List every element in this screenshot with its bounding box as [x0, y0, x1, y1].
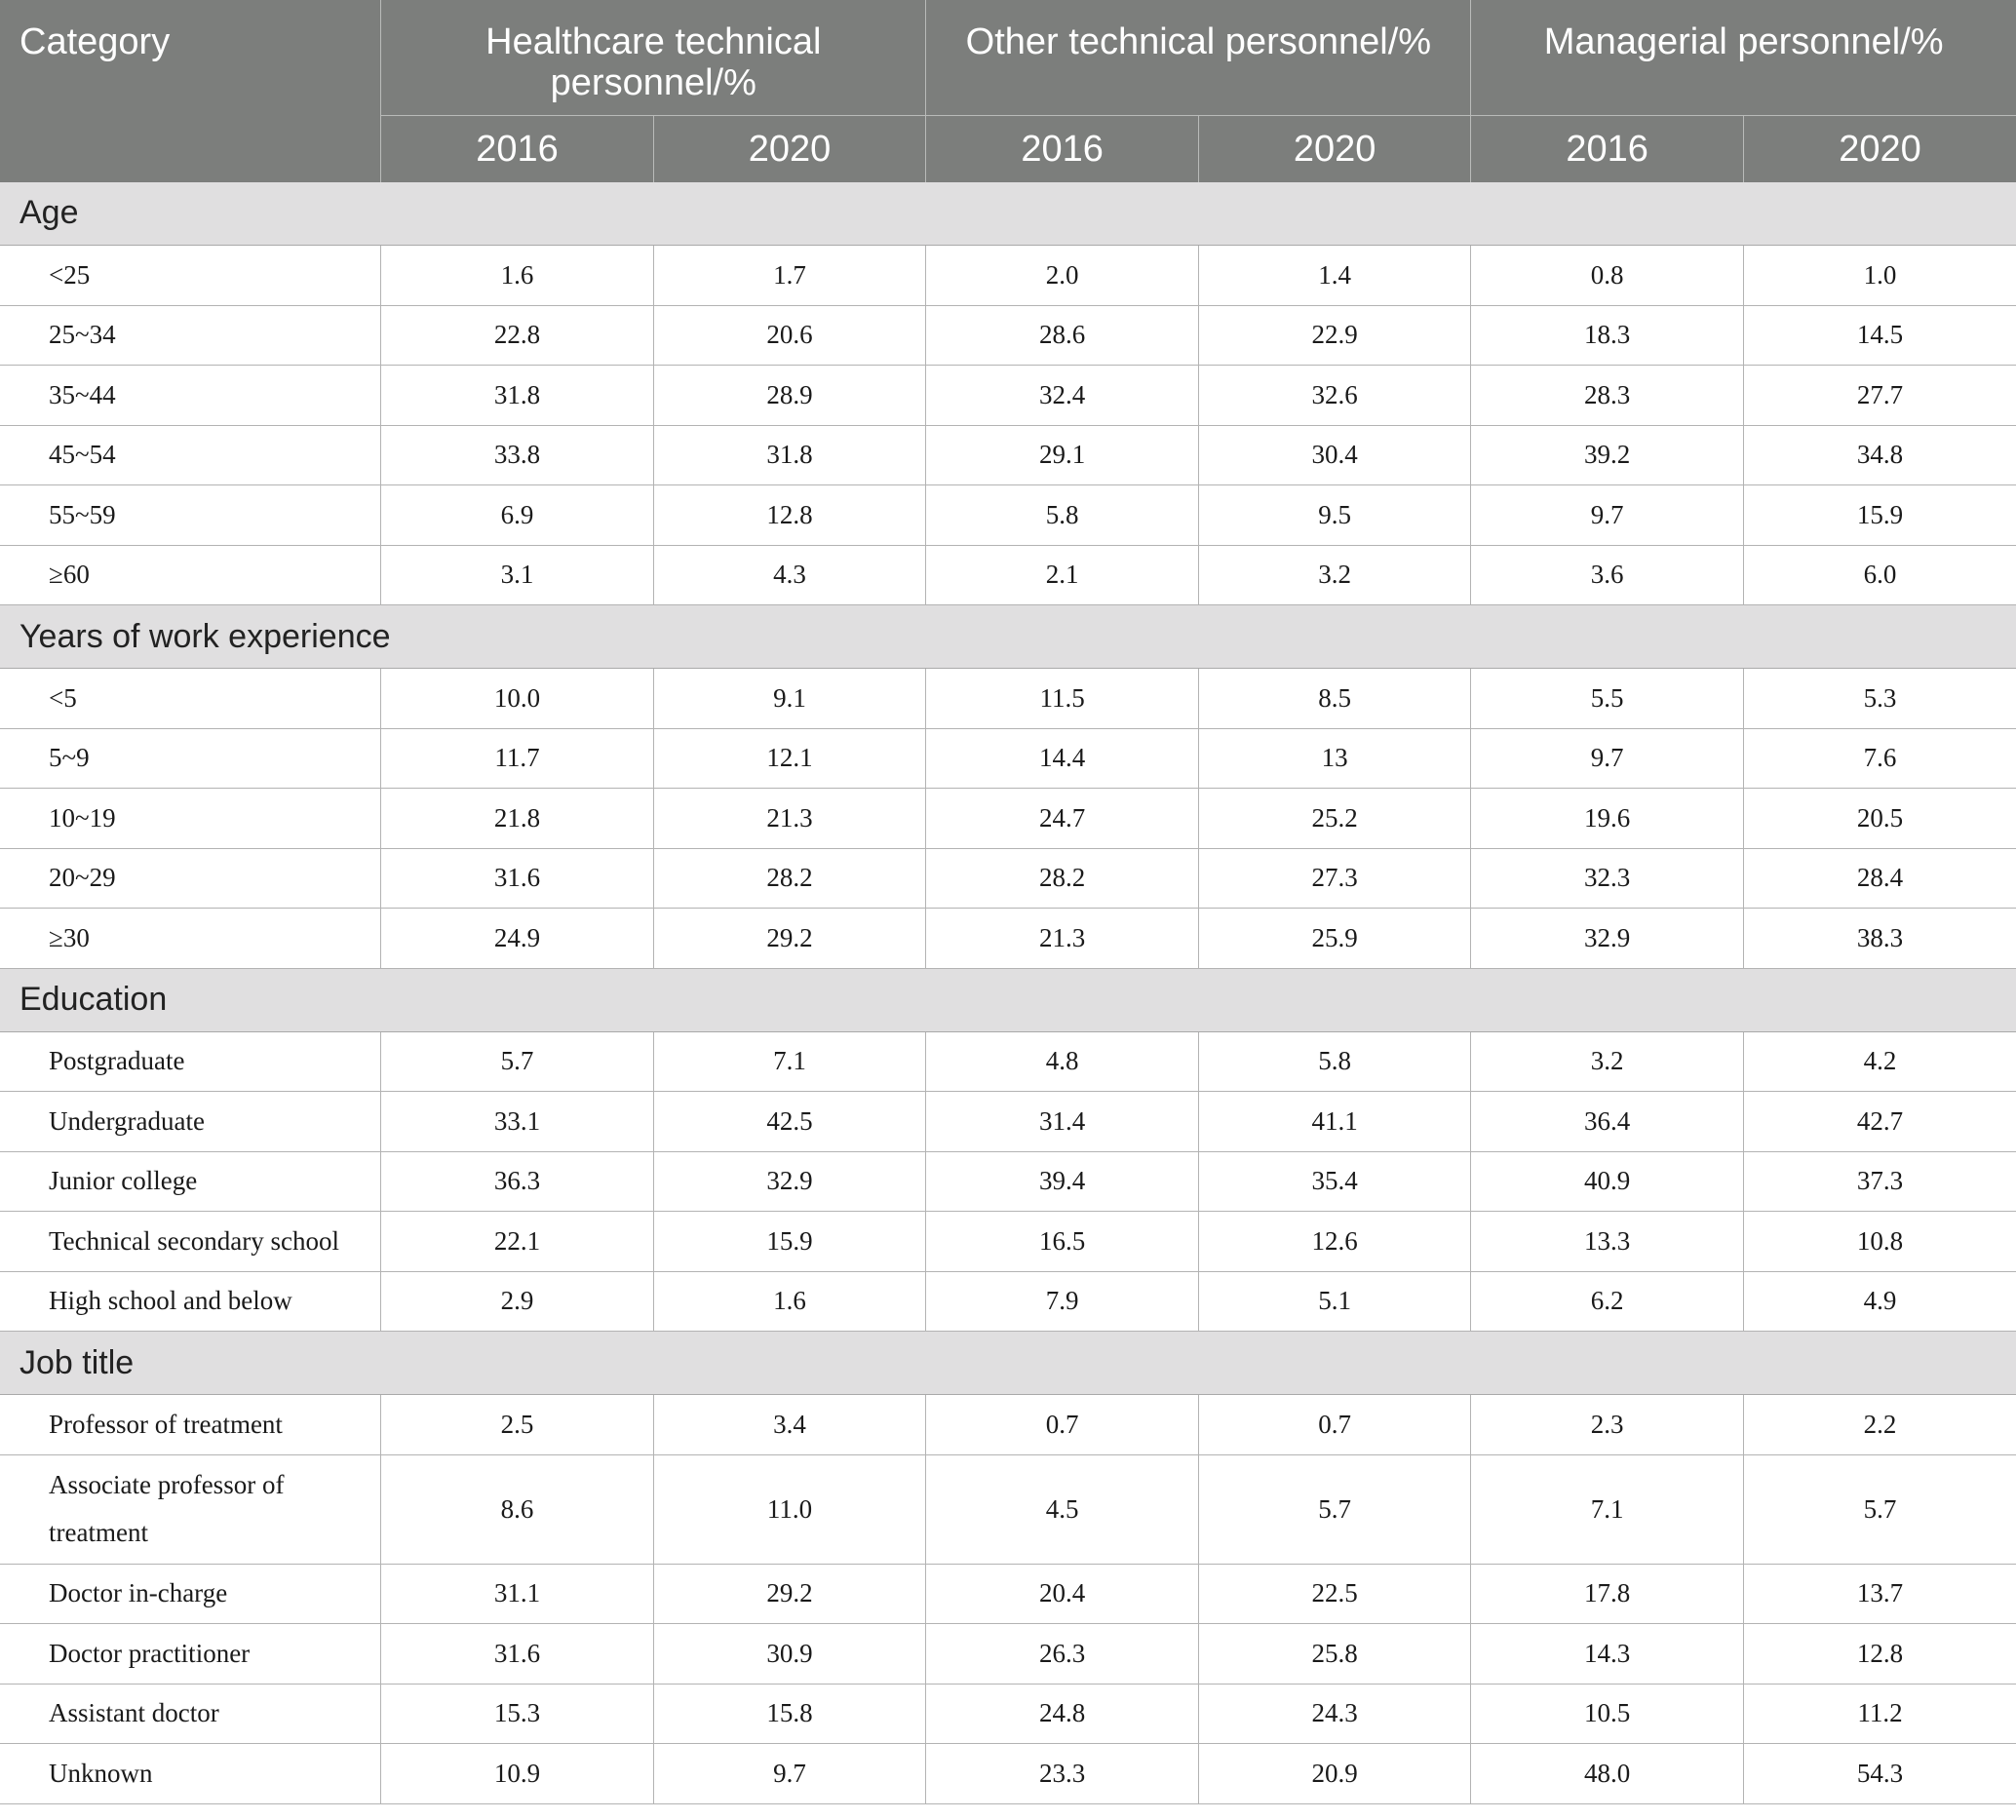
year-header: 2020 — [1743, 115, 2016, 182]
value-cell: 22.9 — [1198, 305, 1471, 366]
value-cell: 1.0 — [1743, 246, 2016, 306]
value-cell: 32.9 — [1471, 909, 1744, 969]
value-cell: 32.3 — [1471, 848, 1744, 909]
group-header-managerial: Managerial personnel/% — [1471, 0, 2016, 115]
value-cell: 26.3 — [926, 1624, 1199, 1684]
value-cell: 21.3 — [926, 909, 1199, 969]
value-cell: 28.6 — [926, 305, 1199, 366]
value-cell: 7.9 — [926, 1271, 1199, 1332]
table-row — [0, 485, 2016, 546]
value-cell: 20.4 — [926, 1564, 1199, 1624]
value-cell: 20.9 — [1198, 1744, 1471, 1804]
value-cell: 12.6 — [1198, 1212, 1471, 1272]
value-cell: 8.5 — [1198, 669, 1471, 729]
value-cell: 15.9 — [653, 1212, 926, 1272]
value-cell: 2.2 — [1743, 1395, 2016, 1455]
value-cell: 3.2 — [1198, 545, 1471, 605]
value-cell: 24.8 — [926, 1684, 1199, 1744]
value-cell: 0.7 — [926, 1395, 1199, 1455]
group-header-healthcare: Healthcare technical personnel/% — [381, 0, 926, 115]
table-row — [0, 545, 2016, 605]
value-cell: 17.8 — [1471, 1564, 1744, 1624]
value-cell: 25.8 — [1198, 1624, 1471, 1684]
row-label: Doctor in-charge — [0, 1564, 381, 1624]
value-cell: 48.0 — [1471, 1744, 1744, 1804]
value-cell: 7.1 — [1471, 1454, 1744, 1564]
row-label: Assistant doctor — [0, 1684, 381, 1744]
value-cell: 31.8 — [653, 425, 926, 485]
value-cell: 27.3 — [1198, 848, 1471, 909]
value-cell: 5.1 — [1198, 1271, 1471, 1332]
value-cell: 3.4 — [653, 1395, 926, 1455]
value-cell: 11.2 — [1743, 1684, 2016, 1744]
row-label: ≥30 — [0, 909, 381, 969]
table-row — [0, 909, 2016, 969]
value-cell: 31.6 — [381, 848, 654, 909]
value-cell: 10.8 — [1743, 1212, 2016, 1272]
value-cell: 42.5 — [653, 1092, 926, 1152]
value-cell: 41.1 — [1198, 1092, 1471, 1152]
section-header-row — [0, 968, 2016, 1031]
value-cell: 33.1 — [381, 1092, 654, 1152]
value-cell: 37.3 — [1743, 1151, 2016, 1212]
value-cell: 36.3 — [381, 1151, 654, 1212]
value-cell: 5.5 — [1471, 669, 1744, 729]
value-cell: 30.9 — [653, 1624, 926, 1684]
row-label: Junior college — [0, 1151, 381, 1212]
value-cell: 32.6 — [1198, 366, 1471, 426]
value-cell: 36.4 — [1471, 1092, 1744, 1152]
row-label: 35~44 — [0, 366, 381, 426]
table-row — [0, 1395, 2016, 1455]
value-cell: 9.1 — [653, 669, 926, 729]
value-cell: 22.8 — [381, 305, 654, 366]
table-row — [0, 1744, 2016, 1804]
value-cell: 29.1 — [926, 425, 1199, 485]
value-cell: 32.9 — [653, 1151, 926, 1212]
table-row — [0, 246, 2016, 306]
value-cell: 10.0 — [381, 669, 654, 729]
section-title: Years of work experience — [0, 605, 2016, 669]
value-cell: 39.4 — [926, 1151, 1199, 1212]
section-header-row — [0, 1332, 2016, 1395]
value-cell: 3.6 — [1471, 545, 1744, 605]
value-cell: 13.7 — [1743, 1564, 2016, 1624]
value-cell: 7.1 — [653, 1031, 926, 1092]
value-cell: 21.3 — [653, 789, 926, 849]
year-header: 2020 — [653, 115, 926, 182]
value-cell: 12.1 — [653, 728, 926, 789]
row-label: 20~29 — [0, 848, 381, 909]
table-row — [0, 669, 2016, 729]
value-cell: 32.4 — [926, 366, 1199, 426]
row-label: <25 — [0, 246, 381, 306]
row-label: 5~9 — [0, 728, 381, 789]
table-row — [0, 1454, 2016, 1564]
value-cell: 0.8 — [1471, 246, 1744, 306]
value-cell: 14.5 — [1743, 305, 2016, 366]
table-row — [0, 728, 2016, 789]
section-title: Job title — [0, 1332, 2016, 1395]
value-cell: 19.6 — [1471, 789, 1744, 849]
value-cell: 5.8 — [926, 485, 1199, 546]
value-cell: 9.7 — [653, 1744, 926, 1804]
row-label: Technical secondary school — [0, 1212, 381, 1272]
value-cell: 24.3 — [1198, 1684, 1471, 1744]
value-cell: 11.7 — [381, 728, 654, 789]
value-cell: 1.6 — [381, 246, 654, 306]
year-header: 2016 — [381, 115, 654, 182]
value-cell: 5.3 — [1743, 669, 2016, 729]
value-cell: 40.9 — [1471, 1151, 1744, 1212]
value-cell: 4.5 — [926, 1454, 1199, 1564]
table-row — [0, 1092, 2016, 1152]
category-header: Category — [0, 0, 381, 182]
value-cell: 28.9 — [653, 366, 926, 426]
table-row — [0, 789, 2016, 849]
value-cell: 31.4 — [926, 1092, 1199, 1152]
value-cell: 14.3 — [1471, 1624, 1744, 1684]
value-cell: 22.1 — [381, 1212, 654, 1272]
value-cell: 31.8 — [381, 366, 654, 426]
value-cell: 4.2 — [1743, 1031, 2016, 1092]
value-cell: 5.7 — [381, 1031, 654, 1092]
row-label: ≥60 — [0, 545, 381, 605]
value-cell: 27.7 — [1743, 366, 2016, 426]
row-label: Postgraduate — [0, 1031, 381, 1092]
row-label: 25~34 — [0, 305, 381, 366]
value-cell: 15.3 — [381, 1684, 654, 1744]
value-cell: 2.0 — [926, 246, 1199, 306]
value-cell: 11.5 — [926, 669, 1199, 729]
value-cell: 20.6 — [653, 305, 926, 366]
value-cell: 6.9 — [381, 485, 654, 546]
value-cell: 10.9 — [381, 1744, 654, 1804]
value-cell: 14.4 — [926, 728, 1199, 789]
row-label: <5 — [0, 669, 381, 729]
value-cell: 35.4 — [1198, 1151, 1471, 1212]
value-cell: 1.4 — [1198, 246, 1471, 306]
value-cell: 13.3 — [1471, 1212, 1744, 1272]
value-cell: 22.5 — [1198, 1564, 1471, 1624]
row-label: Doctor practitioner — [0, 1624, 381, 1684]
row-label: Undergraduate — [0, 1092, 381, 1152]
value-cell: 4.9 — [1743, 1271, 2016, 1332]
value-cell: 10.5 — [1471, 1684, 1744, 1744]
row-label: 45~54 — [0, 425, 381, 485]
table-header — [0, 0, 2016, 182]
value-cell: 29.2 — [653, 1564, 926, 1624]
value-cell: 20.5 — [1743, 789, 2016, 849]
value-cell: 54.3 — [1743, 1744, 2016, 1804]
value-cell: 1.7 — [653, 246, 926, 306]
value-cell: 5.7 — [1743, 1454, 2016, 1564]
value-cell: 12.8 — [1743, 1624, 2016, 1684]
value-cell: 9.5 — [1198, 485, 1471, 546]
table-row — [0, 366, 2016, 426]
value-cell: 13 — [1198, 728, 1471, 789]
value-cell: 15.9 — [1743, 485, 2016, 546]
value-cell: 5.7 — [1198, 1454, 1471, 1564]
row-label: Unknown — [0, 1744, 381, 1804]
year-header: 2020 — [1198, 115, 1471, 182]
value-cell: 15.8 — [653, 1684, 926, 1744]
row-label: Associate professor of treatment — [0, 1454, 381, 1564]
year-header: 2016 — [1471, 115, 1744, 182]
table-row — [0, 1151, 2016, 1212]
row-label: High school and below — [0, 1271, 381, 1332]
section-header-row — [0, 182, 2016, 246]
value-cell: 2.3 — [1471, 1395, 1744, 1455]
table-row — [0, 1624, 2016, 1684]
value-cell: 12.8 — [653, 485, 926, 546]
value-cell: 28.3 — [1471, 366, 1744, 426]
value-cell: 24.7 — [926, 789, 1199, 849]
table-row — [0, 1031, 2016, 1092]
value-cell: 2.1 — [926, 545, 1199, 605]
value-cell: 8.6 — [381, 1454, 654, 1564]
value-cell: 4.8 — [926, 1031, 1199, 1092]
value-cell: 1.6 — [653, 1271, 926, 1332]
table-body — [0, 182, 2016, 1804]
value-cell: 38.3 — [1743, 909, 2016, 969]
value-cell: 39.2 — [1471, 425, 1744, 485]
table-row — [0, 305, 2016, 366]
value-cell: 23.3 — [926, 1744, 1199, 1804]
value-cell: 42.7 — [1743, 1092, 2016, 1152]
section-title: Age — [0, 182, 2016, 246]
value-cell: 24.9 — [381, 909, 654, 969]
value-cell: 0.7 — [1198, 1395, 1471, 1455]
table-row — [0, 1564, 2016, 1624]
table-row — [0, 425, 2016, 485]
value-cell: 31.6 — [381, 1624, 654, 1684]
value-cell: 28.2 — [653, 848, 926, 909]
section-header-row — [0, 605, 2016, 669]
value-cell: 30.4 — [1198, 425, 1471, 485]
row-label: 10~19 — [0, 789, 381, 849]
value-cell: 28.2 — [926, 848, 1199, 909]
value-cell: 6.0 — [1743, 545, 2016, 605]
year-header: 2016 — [926, 115, 1199, 182]
table-row — [0, 1271, 2016, 1332]
value-cell: 28.4 — [1743, 848, 2016, 909]
value-cell: 29.2 — [653, 909, 926, 969]
value-cell: 5.8 — [1198, 1031, 1471, 1092]
value-cell: 6.2 — [1471, 1271, 1744, 1332]
value-cell: 9.7 — [1471, 485, 1744, 546]
value-cell: 34.8 — [1743, 425, 2016, 485]
group-header-other-technical: Other technical personnel/% — [926, 0, 1471, 115]
value-cell: 16.5 — [926, 1212, 1199, 1272]
value-cell: 21.8 — [381, 789, 654, 849]
table-row — [0, 848, 2016, 909]
table-row — [0, 1684, 2016, 1744]
row-label: 55~59 — [0, 485, 381, 546]
value-cell: 18.3 — [1471, 305, 1744, 366]
value-cell: 2.5 — [381, 1395, 654, 1455]
value-cell: 25.2 — [1198, 789, 1471, 849]
value-cell: 7.6 — [1743, 728, 2016, 789]
value-cell: 11.0 — [653, 1454, 926, 1564]
value-cell: 33.8 — [381, 425, 654, 485]
value-cell: 9.7 — [1471, 728, 1744, 789]
table-row — [0, 1212, 2016, 1272]
value-cell: 2.9 — [381, 1271, 654, 1332]
value-cell: 31.1 — [381, 1564, 654, 1624]
row-label: Professor of treatment — [0, 1395, 381, 1455]
value-cell: 4.3 — [653, 545, 926, 605]
value-cell: 25.9 — [1198, 909, 1471, 969]
section-title: Education — [0, 968, 2016, 1031]
value-cell: 3.2 — [1471, 1031, 1744, 1092]
value-cell: 3.1 — [381, 545, 654, 605]
